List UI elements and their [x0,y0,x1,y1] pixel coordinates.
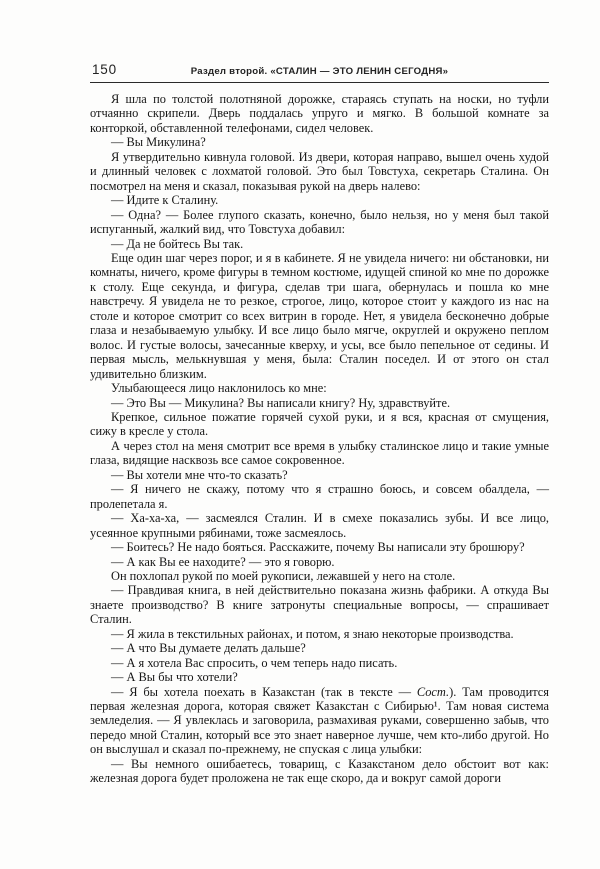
paragraph-dialogue: — Идите к Сталину. [111,193,219,208]
paragraph-dialogue: — Я жила в текстильных районах, и потом, я знаю некоторые производства. [111,626,514,641]
paragraph-narration: Крепкое, сильное пожатие горячей сухой руки, и я вся, красная от смущения, сижу в кресле у стола. [90,409,549,439]
paragraph-dialogue: — Боитесь? Не надо бояться. Расскажите, почему Вы написали эту брошюру? [111,540,525,555]
page-number: 150 [92,62,117,77]
paragraph-narration: Улыбающееся лицо наклонилось ко мне: [111,381,327,396]
paragraph-dialogue: — Вы хотели мне что-то сказать? [111,467,288,482]
paragraph-dialogue: — Одна? — Более глупого сказать, конечно, было нельзя, но у меня был такой испуганный, жалкий вид, что Товстуха добавил: [90,207,549,237]
paragraph-narration: Еще один шаг через порог, и я в кабинете. Я не увидела ничего: ни обстановки, ни комнаты, ничего, кроме фигуры в темном костюме, идущей спиной ко мне по дорожке к столу. Еще секунда, и фигура, сделав три шага, обернулась и пошла ко мне навстречу. Я увидела не то резкое, строгое, лицо, которое стоит у каждого из нас на столе и которое смотрит со всех витрин в городе. Нет, я увидела бесконечно добрые глаза и незабываемую улыбку. И все лицо было мягче, округлей и окружено пеплом волос. И густые волосы, зачесанные кверху, и усы, все было пепельное от седины. И первая мысль, мелькнувшая у меня, была: Сталин поседел. И от этого он стал удивительно близким. [90,250,549,381]
paragraph-dialogue: — Правдивая книга, в ней действительно показана жизнь фабрики. А откуда Вы знаете производство? В книге затронуты специальные вопросы, — спрашивает Сталин. [90,583,549,627]
paragraph-dialogue: — Я ничего не скажу, потому что я страшно боюсь, и совсем обалдела, — пролепетала я. [90,482,549,511]
page-content [90,62,549,786]
paragraph-dialogue: — Вы Микулина? [111,135,206,150]
paragraph-narration: А через стол на меня смотрит все время в улыбку сталинское лицо и такие умные глаза, видящие насквозь все самое сокровенное. [90,438,549,468]
paragraph-dialogue-with-editor-note [90,685,549,757]
paragraph-dialogue: — Вы немного ошибаетесь, товарищ, с Казакстаном дело обстоит вот как: железная дорога будет проложена не так еще скоро, да и вокруг самой дороги [90,756,549,786]
page-header [90,62,549,80]
paragraph-dialogue: — Это Вы — Микулина? Вы написали книгу? Ну, здравствуйте. [111,395,451,410]
running-title: Раздел второй. «СТАЛИН — ЭТО ЛЕНИН СЕГОДНЯ» [190,66,449,77]
paragraph-narration: Я утвердительно кивнула головой. Из двери, которая направо, вышел очень худой и длинный человек с лохматой головой. Это был Товстуха, секретарь Сталина. Он посмотрел на меня и сказал, показывая рукой на дверь налево: [90,149,549,193]
paragraph-dialogue: — Да не бойтесь Вы так. [111,236,244,251]
paragraph-dialogue: — А что Вы думаете делать дальше? [111,641,306,656]
paragraph-dialogue: — А Вы бы что хотели? [111,670,238,685]
paragraph-segment: ). Там проводится первая железная дорога, которая свяжет Казакстан с Сибирью¹. Там новая система земледелия. — Я увлеклась и заговорила, размахивая руками, совершенно забыв, что передо мной Сталин, который все это знает наверное лучше, чем кто-либо другой. Но он выслушал и сказал по-прежнему, не спуская с лица улыбки: [90,684,549,757]
header-rule [90,82,549,83]
paragraph-dialogue: — Ха-ха-ха, — засмеялся Сталин. И в смехе показались зубы. И все лицо, усеянное крупными рябинами, тоже засмеялось. [90,511,549,540]
editor-note-italic: Сост. [416,684,450,699]
paragraph-dialogue: — А я хотела Вас спросить, о чем теперь надо писать. [111,655,398,670]
paragraph-segment: — Я бы хотела поехать в Казакстан (так в тексте — [111,684,417,699]
paragraph-dialogue: — А как Вы ее находите? — это я говорю. [111,554,335,569]
paragraph-narration: Он похлопал рукой по моей рукописи, лежавшей у него на столе. [111,568,456,583]
paragraph-narration: Я шла по толстой полотняной дорожке, стараясь ступать на носки, но туфли отчаянно скрипели. Дверь поддалась упруго и мягко. В большой комнате за конторкой, обставленной телефонами, сидел человек. [90,92,549,135]
page-body [90,92,549,786]
